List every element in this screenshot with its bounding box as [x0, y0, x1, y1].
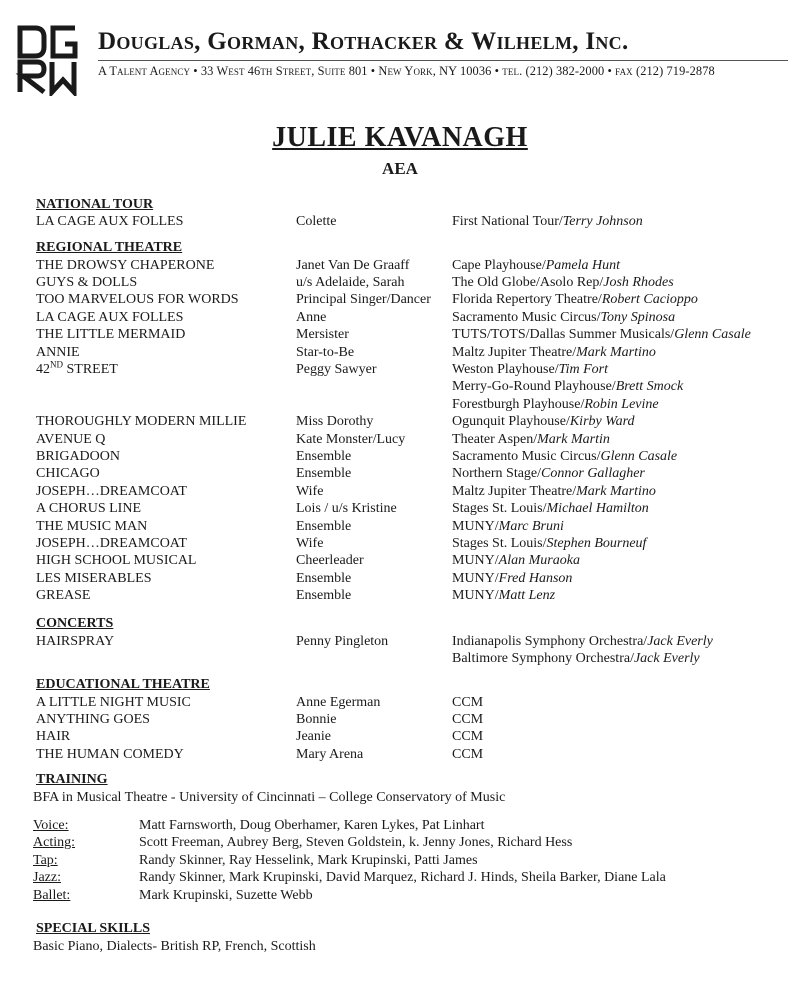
credit-role: Jeanie — [296, 729, 331, 745]
credit-venue: Sacramento Music Circus/Glenn Casale — [452, 448, 678, 464]
credit-row — [0, 695, 800, 713]
credit-row — [0, 651, 800, 669]
credit-venue: Stages St. Louis/Stephen Bourneuf — [452, 535, 647, 551]
training-teachers: Matt Farnsworth, Doug Oberhamer, Karen Lykes, Pat Linhart — [139, 818, 485, 833]
credit-show: A LITTLE NIGHT MUSIC — [36, 694, 191, 710]
header-rule — [98, 60, 788, 61]
credit-row — [0, 571, 800, 589]
credit-venue: CCM — [452, 694, 484, 710]
special-skills-text: Basic Piano, Dialects- British RP, French, Scottish — [33, 939, 316, 954]
credit-venue: Stages St. Louis/Michael Hamilton — [452, 501, 649, 517]
credit-row — [0, 501, 800, 519]
credit-director: Marc Bruni — [498, 518, 564, 534]
credit-director: Fred Hanson — [498, 570, 573, 586]
credit-show: ANNIE — [36, 344, 80, 360]
credit-director: Robin Levine — [584, 396, 659, 412]
credit-role: Cheerleader — [296, 553, 364, 569]
credit-show: HAIRSPRAY — [36, 634, 115, 649]
credit-show: JOSEPH…DREAMCOAT — [36, 535, 187, 551]
credit-role: Peggy Sawyer — [296, 361, 377, 377]
credit-row — [0, 747, 800, 765]
credit-role: Anne Egerman — [296, 694, 381, 710]
credit-row — [0, 292, 800, 310]
training-title: TRAINING — [36, 772, 108, 787]
performer-name: JULIE KAVANAGH — [272, 122, 528, 153]
credit-venue: The Old Globe/Asolo Rep/Josh Rhodes — [452, 274, 674, 290]
credit-show: TOO MARVELOUS FOR WORDS — [36, 292, 239, 308]
credit-director: Jack Everly — [633, 651, 700, 667]
credit-row — [0, 634, 800, 652]
training-teachers: Scott Freeman, Aubrey Berg, Steven Goldstein, k. Jenny Jones, Richard Hess — [139, 835, 573, 851]
training-row — [0, 888, 800, 906]
credit-row — [0, 327, 800, 345]
credit-venue: Theater Aspen/Mark Martin — [452, 431, 610, 447]
performer-union: AEA — [382, 159, 418, 178]
credit-row — [0, 345, 800, 363]
credit-role: Lois / u/s Kristine — [296, 501, 397, 517]
credit-row — [0, 466, 800, 484]
credit-row — [0, 553, 800, 571]
credit-role: Anne — [296, 309, 327, 325]
credit-row — [0, 414, 800, 432]
credit-row — [0, 258, 800, 276]
credit-role: Janet Van De Graaff — [296, 257, 410, 273]
credit-role: Ensemble — [296, 570, 352, 586]
credit-role: Ensemble — [296, 588, 352, 604]
credit-show: HIGH SCHOOL MUSICAL — [36, 553, 197, 569]
credit-row — [0, 536, 800, 554]
credit-venue: Northern Stage/Connor Gallagher — [452, 466, 645, 482]
credit-director: Robert Cacioppo — [601, 292, 698, 308]
training-label: Tap: — [33, 852, 58, 868]
credit-show: GUYS & DOLLS — [36, 274, 138, 290]
credit-role: Colette — [296, 214, 337, 229]
agency-contact-line: A Talent Agency • 33 West 46th Street, Suite 801 • New York, NY 10036 • tel. (212) 382-2000 • fax (212) 719-2878 — [98, 64, 715, 78]
credit-show: ANYTHING GOES — [36, 711, 150, 727]
credit-director: Tony Spinosa — [600, 309, 676, 325]
concerts-title: CONCERTS — [36, 616, 114, 631]
credit-show: LA CAGE AUX FOLLES — [36, 214, 184, 229]
credit-director: Stephen Bourneuf — [546, 535, 647, 551]
credit-row — [0, 729, 800, 747]
credit-venue: MUNY/Alan Muraoka — [452, 553, 580, 569]
credit-row — [0, 397, 800, 415]
credit-director: Glenn Casale — [674, 327, 751, 343]
credit-role: Ensemble — [296, 448, 352, 464]
credit-row — [0, 712, 800, 730]
credit-venue: CCM — [452, 711, 484, 727]
credit-show-superscript: ND — [50, 359, 63, 370]
credit-show: 42ND STREET — [36, 359, 118, 377]
credit-show: HAIR — [36, 729, 71, 745]
credit-director: Michael Hamilton — [546, 501, 649, 517]
credit-director: Jack Everly — [647, 634, 713, 649]
training-row — [0, 835, 800, 853]
credit-row — [0, 432, 800, 450]
credit-role: Wife — [296, 483, 324, 499]
credit-row — [0, 449, 800, 467]
credit-role: Kate Monster/Lucy — [296, 431, 406, 447]
training-teachers: Randy Skinner, Ray Hesselink, Mark Krupinski, Patti James — [139, 852, 478, 868]
credit-venue: Weston Playhouse/Tim Fort — [452, 361, 608, 377]
credit-director: Tim Fort — [558, 361, 608, 377]
credit-venue: MUNY/Fred Hanson — [452, 570, 573, 586]
training-teachers: Mark Krupinski, Suzette Webb — [139, 887, 313, 903]
credit-venue: Ogunquit Playhouse/Kirby Ward — [452, 414, 635, 430]
agency-logo — [15, 22, 81, 96]
credit-role: Bonnie — [296, 711, 337, 727]
credit-venue: CCM — [452, 746, 484, 762]
training-label: Acting: — [33, 835, 75, 851]
credit-venue: MUNY/Marc Bruni — [452, 518, 564, 534]
credit-director: Mark Martino — [576, 483, 656, 499]
training-degree: BFA in Musical Theatre - University of Cincinnati – College Conservatory of Music — [33, 790, 506, 805]
credit-venue: Indianapolis Symphony Orchestra/Jack Everly — [452, 634, 713, 649]
credit-role: Wife — [296, 535, 324, 551]
national-tour-title: NATIONAL TOUR — [36, 197, 154, 212]
credit-venue: Cape Playhouse/Pamela Hunt — [452, 257, 620, 273]
credit-show: AVENUE Q — [36, 431, 106, 447]
credit-venue: First National Tour/Terry Johnson — [452, 214, 643, 229]
special-skills-title: SPECIAL SKILLS — [36, 921, 150, 936]
credit-director: Pamela Hunt — [545, 257, 620, 273]
training-label: Voice: — [33, 818, 69, 833]
credit-role: Mary Arena — [296, 746, 364, 762]
agency-name: Douglas, Gorman, Rothacker & Wilhelm, Inc. — [98, 28, 629, 55]
credit-director: Brett Smock — [615, 379, 684, 395]
credit-role: Mersister — [296, 327, 349, 343]
credit-show: BRIGADOON — [36, 448, 120, 464]
training-row — [0, 853, 800, 871]
credit-show: JOSEPH…DREAMCOAT — [36, 483, 187, 499]
credit-show: THE HUMAN COMEDY — [36, 746, 184, 762]
credit-venue: Forestburgh Playhouse/Robin Levine — [452, 396, 659, 412]
credit-show: THOROUGHLY MODERN MILLIE — [36, 414, 247, 430]
credit-director: Glenn Casale — [600, 448, 678, 464]
credit-role: Ensemble — [296, 466, 352, 482]
credit-director: Terry Johnson — [562, 214, 643, 229]
credit-row — [0, 588, 800, 606]
training-label: Jazz: — [33, 870, 61, 886]
credit-role: Principal Singer/Dancer — [296, 292, 431, 308]
credit-venue: TUTS/TOTS/Dallas Summer Musicals/Glenn Casale — [452, 327, 751, 343]
credit-show: CHICAGO — [36, 466, 100, 482]
credit-director: Kirby Ward — [569, 414, 635, 430]
credit-director: Matt Lenz — [498, 588, 556, 604]
educational-theatre-title: EDUCATIONAL THEATRE — [36, 677, 210, 692]
credit-role: Penny Pingleton — [296, 634, 389, 649]
credit-role: Ensemble — [296, 518, 352, 534]
credit-venue: Baltimore Symphony Orchestra/Jack Everly — [452, 651, 700, 667]
training-row — [0, 870, 800, 888]
credit-show: THE DROWSY CHAPERONE — [36, 257, 215, 273]
credit-venue: Florida Repertory Theatre/Robert Cacioppo — [452, 292, 698, 308]
credit-venue: MUNY/Matt Lenz — [452, 588, 556, 604]
credit-director: Josh Rhodes — [603, 274, 674, 290]
credit-row — [0, 310, 800, 328]
credit-director: Connor Gallagher — [541, 466, 645, 482]
credit-venue: CCM — [452, 729, 484, 745]
credit-director: Alan Muraoka — [498, 553, 580, 569]
credit-show: THE LITTLE MERMAID — [36, 327, 186, 343]
credit-venue: Sacramento Music Circus/Tony Spinosa — [452, 309, 676, 325]
credit-show: LA CAGE AUX FOLLES — [36, 309, 184, 325]
credit-director: Mark Martino — [576, 344, 656, 360]
credit-row — [0, 275, 800, 293]
credit-show: LES MISERABLES — [36, 570, 152, 586]
credit-row — [0, 359, 800, 380]
credit-row — [0, 519, 800, 537]
credit-role: Star-to-Be — [296, 344, 355, 360]
credit-role: u/s Adelaide, Sarah — [296, 274, 405, 290]
training-label: Ballet: — [33, 887, 71, 903]
credit-venue: Merry-Go-Round Playhouse/Brett Smock — [452, 379, 684, 395]
credit-venue: Maltz Jupiter Theatre/Mark Martino — [452, 344, 656, 360]
credit-show: THE MUSIC MAN — [36, 518, 148, 534]
regional-theatre-title: REGIONAL THEATRE — [36, 240, 183, 255]
training-teachers: Randy Skinner, Mark Krupinski, David Marquez, Richard J. Hinds, Sheila Barker, Diane Lala — [139, 870, 666, 886]
training-row — [0, 818, 800, 836]
credit-venue: Maltz Jupiter Theatre/Mark Martino — [452, 483, 656, 499]
credit-row — [0, 379, 800, 397]
credit-director: Mark Martin — [537, 431, 610, 447]
credit-show: GREASE — [36, 588, 91, 604]
credit-row — [0, 214, 800, 232]
credit-row — [0, 484, 800, 502]
credit-show: A CHORUS LINE — [36, 501, 142, 517]
credit-role: Miss Dorothy — [296, 414, 374, 430]
